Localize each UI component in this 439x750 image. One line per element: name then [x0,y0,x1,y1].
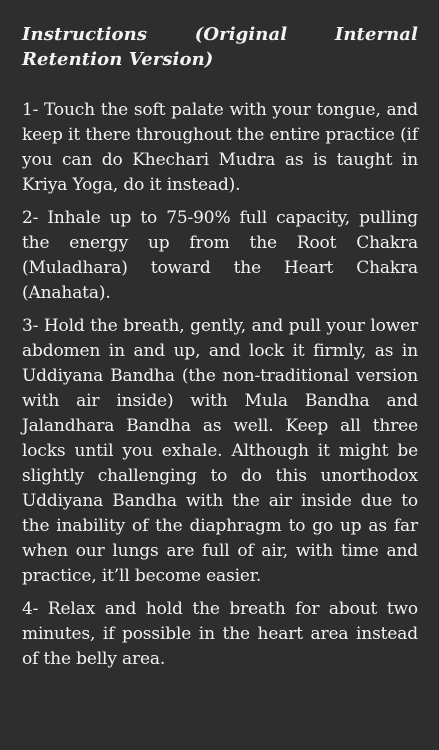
step-4: 4- Relax and hold the breath for about two minutes, if possible in the heart area instead of the belly area. [22,599,418,669]
step-3: 3- Hold the breath, gently, and pull your lower abdomen in and up, and lock it firmly, as in Uddiyana Bandha (the non-traditional version with air inside) with Mula Bandha and Jalandhara Bandha as well. Keep all three locks until you exhale. Although it might be slightly challenging to do this unorthodox Uddiyana Bandha with the air inside due to the inability of the diaphragm to go up as far when our lungs are full of air, with time and practice, it’ll become easier. [22,316,418,586]
step-1: 1- Touch the soft palate with your tongue, and keep it there throughout the entire practice (if you can do Khechari Mudra as is taught in Kriya Yoga, do it instead). [22,100,418,195]
instructions-heading: Instructions (Original Internal Retention Version) [22,24,418,70]
step-2: 2- Inhale up to 75-90% full capacity, pulling the energy up from the Root Chakra (Muladhara) toward the Heart Chakra (Anahata). [22,208,418,303]
